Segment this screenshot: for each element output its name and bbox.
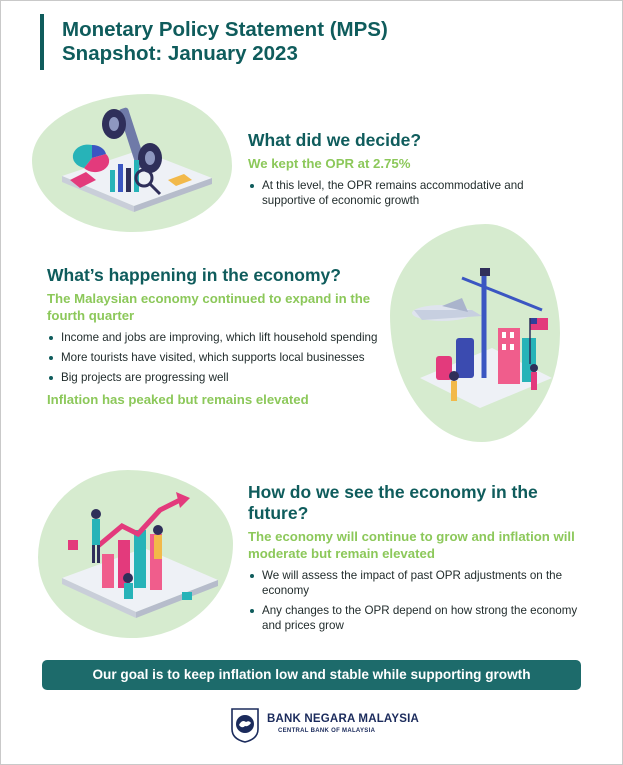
city-tourism-illustration-icon xyxy=(392,228,558,438)
section-economy-inflation-note: Inflation has peaked but remains elevated xyxy=(47,392,309,407)
bnm-subtitle: CENTRAL BANK OF MALAYSIA xyxy=(278,728,376,734)
bnm-logo-icon xyxy=(230,707,260,743)
list-item: Big projects are progressing well xyxy=(47,370,387,385)
section-economy-heading: What’s happening in the economy? xyxy=(47,265,341,285)
section-decision xyxy=(248,130,578,213)
list-item: At this level, the OPR remains accommodative and supportive of economic growth xyxy=(248,178,578,208)
section-outlook-bullets xyxy=(248,568,578,633)
page-title xyxy=(62,18,388,66)
bnm-name: BANK NEGARA MALAYSIA xyxy=(267,713,420,725)
list-item: More tourists have visited, which supports local businesses xyxy=(47,350,387,365)
section-economy-lead: The Malaysian economy continued to expand in the fourth quarter xyxy=(47,291,371,323)
title-accent-bar xyxy=(40,14,44,70)
list-item: Income and jobs are improving, which lift household spending xyxy=(47,330,387,345)
page-title-line2: Snapshot: January 2023 xyxy=(62,42,298,65)
section-outlook-lead: The economy will continue to grow and inflation will moderate but remain elevated xyxy=(248,529,575,561)
section-economy-bullets xyxy=(47,330,387,385)
page-title-line1: Monetary Policy Statement (MPS) xyxy=(62,18,388,41)
list-item: We will assess the impact of past OPR adjustments on the economy xyxy=(248,568,578,598)
goal-banner: Our goal is to keep inflation low and stable while supporting growth xyxy=(42,660,581,690)
section-decision-bullets xyxy=(248,178,578,208)
section-outlook xyxy=(248,482,578,638)
percent-illustration-icon xyxy=(40,98,230,230)
section-decision-heading: What did we decide? xyxy=(248,130,422,150)
section-economy xyxy=(47,265,387,408)
section-outlook-heading: How do we see the economy in the future? xyxy=(248,482,538,523)
section-decision-lead: We kept the OPR at 2.75% xyxy=(248,156,411,171)
growth-chart-illustration-icon xyxy=(42,474,232,636)
list-item: Any changes to the OPR depend on how strong the economy and prices grow xyxy=(248,603,578,633)
